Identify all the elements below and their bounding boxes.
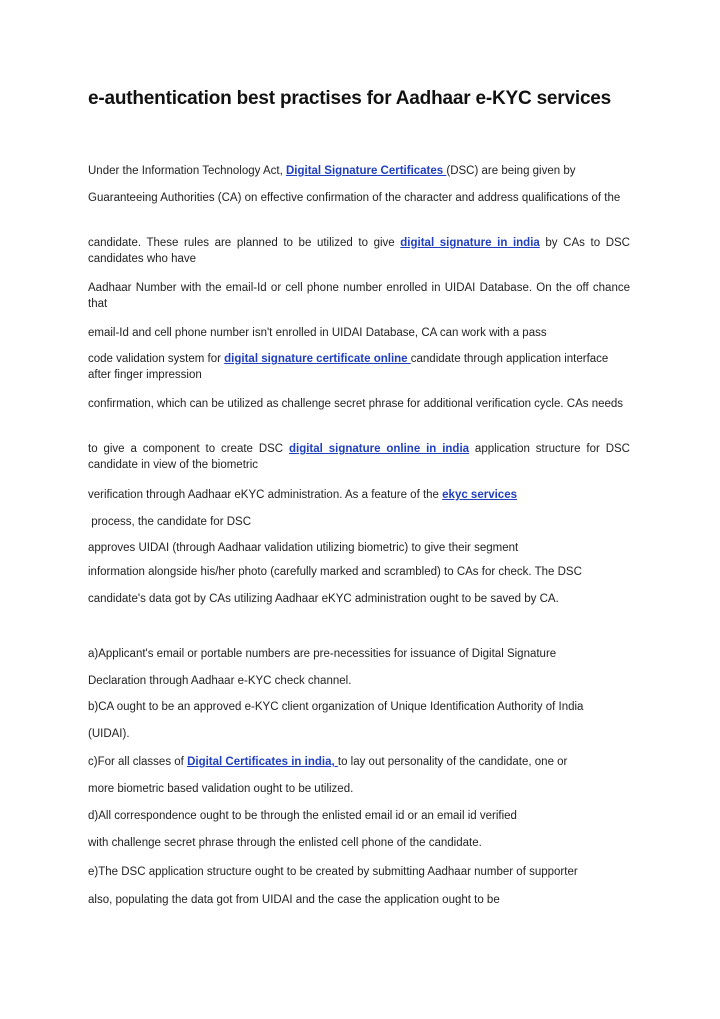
list-item-a-1: a)Applicant's email or portable numbers are pre-necessities for issuance of Digital Signature (88, 648, 557, 660)
paragraph-1-text-pre: Under the Information Technology Act, (88, 165, 286, 177)
digital-certificates-in-india-link[interactable]: Digital Certificates in india, (187, 756, 338, 768)
paragraph-5: email-Id and cell phone number isn't enrolled in UIDAI Database, CA can work with a pass (88, 327, 547, 339)
paragraph-2: Guaranteeing Authorities (CA) on effective confirmation of the character and address qualifications of the (88, 192, 621, 204)
list-item-c-text-pre: c)For all classes of (88, 756, 188, 768)
list-item-b-2: (UIDAI). (88, 728, 130, 740)
paragraph-4: Aadhaar Number with the email-Id or cell phone number enrolled in UIDAI Database. On the off chance that (88, 282, 630, 310)
digital-signature-in-india-link[interactable]: digital signature in india (400, 237, 540, 249)
paragraph-6 (88, 351, 630, 383)
list-item-d-2: with challenge secret phrase through the enlisted cell phone of the candidate. (88, 837, 482, 849)
paragraph-11: approves UIDAI (through Aadhaar validation utilizing biometric) to give their segment (88, 542, 519, 554)
list-item-a-2: Declaration through Aadhaar e-KYC check channel. (88, 675, 352, 687)
paragraph-7: confirmation, which can be utilized as challenge secret phrase for additional verification cycle. CAs needs (88, 398, 624, 410)
ekyc-services-link[interactable]: ekyc services (442, 489, 517, 501)
list-item-d-1: d)All correspondence ought to be through the enlisted email id or an email id verified (88, 810, 517, 822)
paragraph-9-text-pre: verification through Aadhaar eKYC administration. As a feature of the (88, 489, 443, 501)
paragraph-1-text-post: (DSC) are being given by (446, 165, 576, 177)
list-item-c-2: more biometric based validation ought to be utilized. (88, 783, 354, 795)
paragraph-6-text-post: candidate through application interface after finger impression (88, 353, 609, 381)
digital-signature-certificate-online-link[interactable]: digital signature certificate online (224, 353, 411, 365)
list-item-e-1: e)The DSC application structure ought to be created by submitting Aadhaar number of supporter (88, 866, 578, 878)
paragraph-13: candidate's data got by CAs utilizing Aadhaar eKYC administration ought to be saved by CA. (88, 593, 559, 605)
list-item-c-text-post: to lay out personality of the candidate, one or (337, 756, 568, 768)
list-item-c-1 (88, 754, 630, 770)
paragraph-3-text-pre: candidate. These rules are planned to be utilized to give (88, 237, 401, 249)
list-item-e-2: also, populating the data got from UIDAI and the case the application ought to be (88, 894, 500, 906)
digital-signature-online-in-india-link[interactable]: digital signature online in india (288, 443, 470, 455)
digital-signature-certificates-link[interactable]: Digital Signature Certificates (285, 165, 447, 177)
paragraph-12: information alongside his/her photo (carefully marked and scrambled) to CAs for check. The DSC (88, 566, 582, 578)
paragraph-8-text-pre: to give a component to create DSC (88, 443, 289, 455)
page-title: e-authentication best practises for Aadhaar e-KYC services (88, 88, 612, 109)
paragraph-8-text-post: application structure for DSC candidate in view of the biometric (88, 443, 630, 471)
paragraph-3 (88, 235, 630, 267)
paragraph-1 (88, 163, 630, 179)
list-item-b-1: b)CA ought to be an approved e-KYC client organization of Unique Identification Authority of India (88, 701, 584, 713)
paragraph-3-text-post: by CAs to DSC candidates who have (88, 237, 630, 265)
paragraph-9 (88, 487, 630, 503)
paragraph-6-text-pre: code validation system for (88, 353, 225, 365)
paragraph-10: process, the candidate for DSC (88, 516, 251, 528)
paragraph-8 (88, 441, 630, 473)
